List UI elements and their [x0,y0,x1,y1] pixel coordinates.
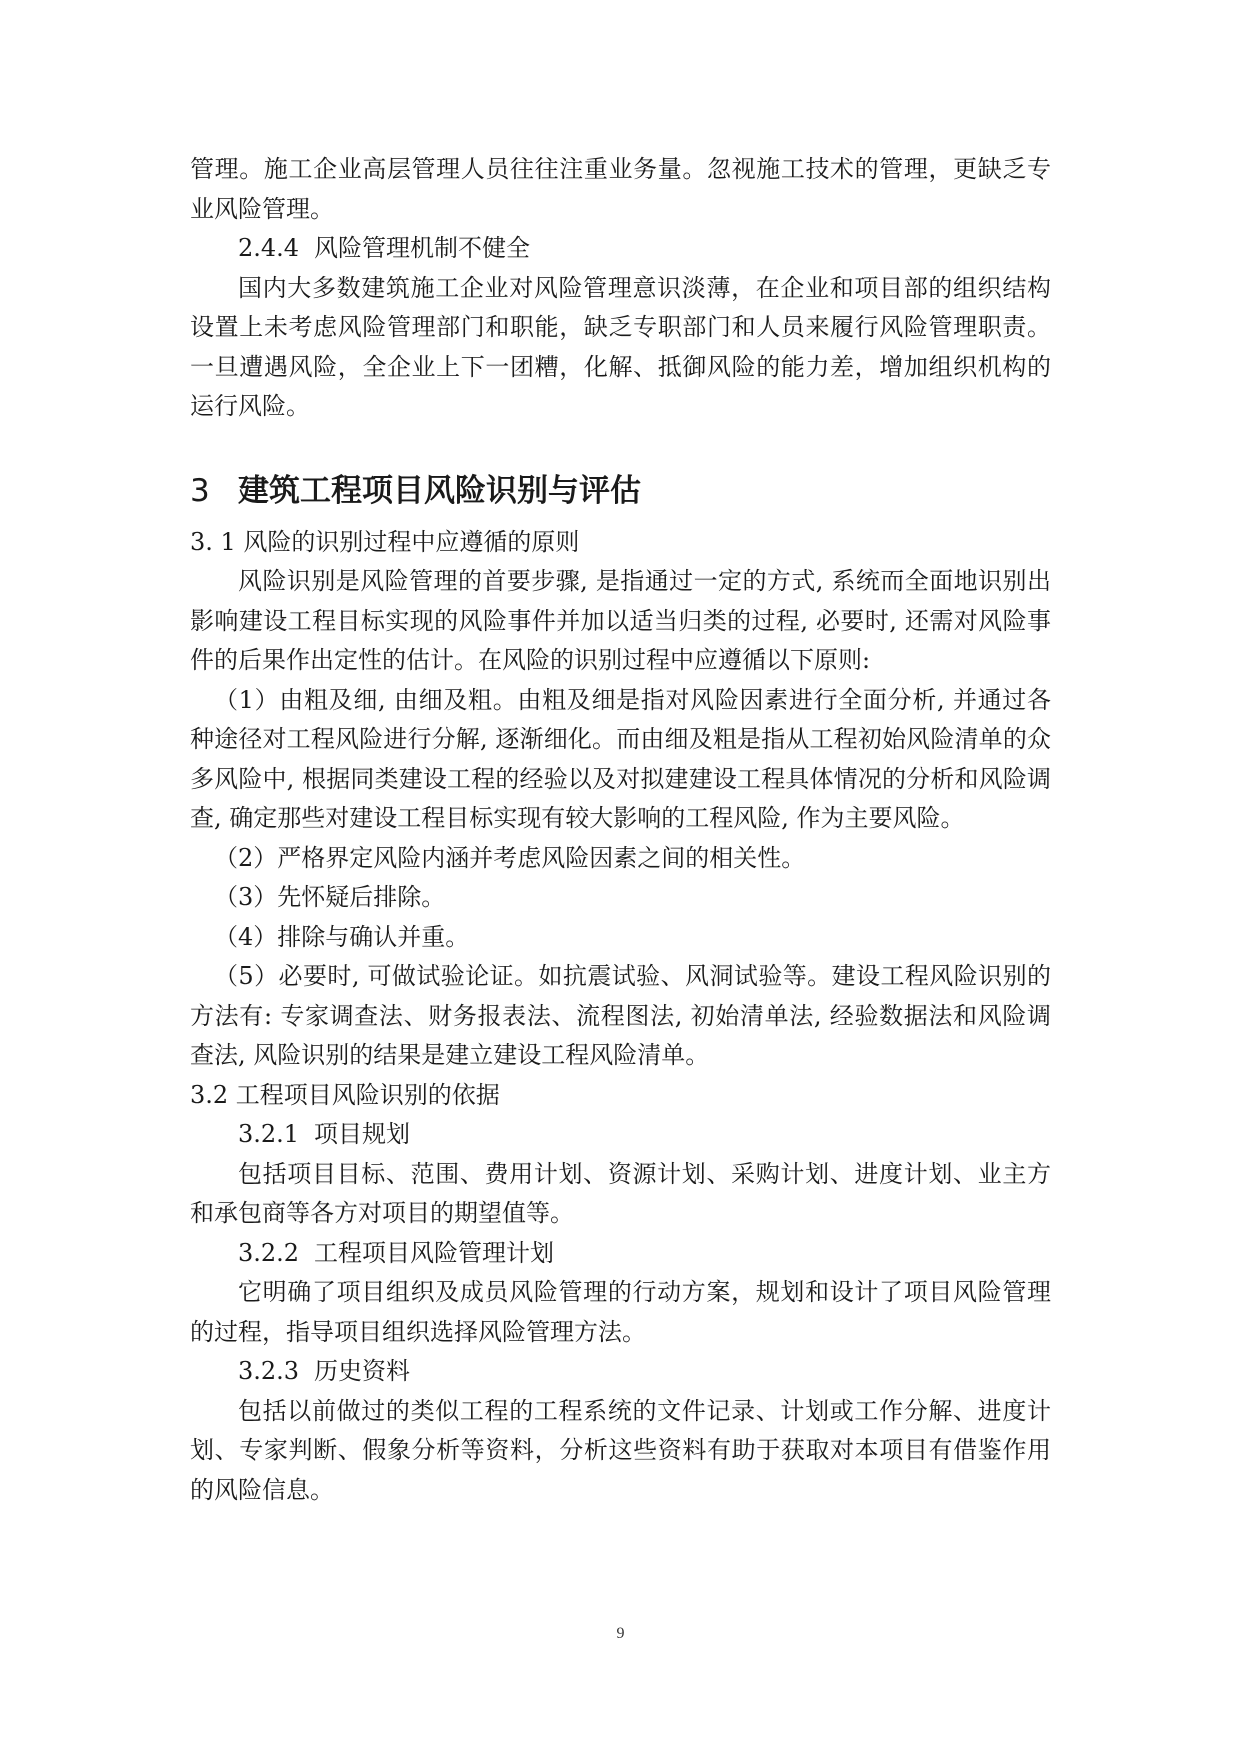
section-2-4-4-heading [190,229,1051,269]
list-item-2: （2）严格界定风险内涵并考虑风险因素之间的相关性。 [214,843,806,872]
section-3-2-1-heading [190,1115,1051,1155]
paragraph-3-2-1: 包括项目目标、范围、费用计划、资源计划、采购计划、进度计划、业主方和承包商等各方对项目的期望值等。 [190,1159,1051,1227]
list-item-4: （4）排除与确认并重。 [214,922,470,951]
paragraph-2-4-4: 国内大多数建筑施工企业对风险管理意识淡薄，在企业和项目部的组织结构设置上未考虑风险管理部门和职能，缺乏专职部门和人员来履行风险管理职责。一旦遭遇风险，全企业上下一团糟，化解、抵御风险的能力差，增加组织机构的运行风险。 [190,273,1051,420]
section-number: 3.2.1 [238,1120,300,1148]
paragraph-3-2-3: 包括以前做过的类似工程的工程系统的文件记录、计划或工作分解、进度计划、专家判断、假象分析等资料，分析这些资料有助于获取对本项目有借鉴作用的风险信息。 [190,1396,1051,1504]
section-number: 3.2.2 [238,1238,300,1267]
section-3-2-heading: 3.2 工程项目风险识别的依据 [190,1080,500,1109]
page-number: 9 [616,1625,625,1642]
section-title: 风险管理机制不健全 [314,234,530,262]
section-title: 工程项目风险管理计划 [314,1238,554,1267]
paragraph-top: 管理。施工企业高层管理人员往往注重业务量。忽视施工技术的管理，更缺乏专业风险管理。 [190,155,1051,223]
section-3-2-2-heading [190,1234,1051,1274]
section-title: 历史资料 [314,1357,410,1385]
list-item-5: （5）必要时, 可做试验论证。如抗震试验、风洞试验等。建设工程风险识别的方法有: 专家调查法、财务报表法、流程图法, 初始清单法, 经验数据法和风险调查法, 风险识别的结果是建立建设工程风险清单。 [190,962,1051,1069]
list-item-1: （1）由粗及细, 由细及粗。由粗及细是指对风险因素进行全面分析, 并通过各种途径对工程风险进行分解, 逐渐细化。而由细及粗是指从工程初始风险清单的众多风险中, 根据同类建设工程的经验以及对拟建建设工程具体情况的分析和风险调查, 确定那些对建设工程目标实现有较大影响的工程风险, 作为主要风险。 [190,685,1051,832]
section-number: 2.4.4 [238,234,300,262]
paragraph-3-1: 风险识别是风险管理的首要步骤, 是指通过一定的方式, 系统而全面地识别出影响建设工程目标实现的风险事件并加以适当归类的过程, 必要时, 还需对风险事件的后果作出定性的估计。在风险的识别过程中应遵循以下原则: [190,567,1051,674]
paragraph-3-2-2: 它明确了项目组织及成员风险管理的行动方案，规划和设计了项目风险管理的过程，指导项目组织选择风险管理方法。 [190,1278,1051,1346]
list-item-3: （3）先怀疑后排除。 [214,883,446,911]
page-content [190,150,1051,1510]
section-3-2-3-heading [190,1352,1051,1392]
chapter-number: 3 [190,472,210,509]
section-number: 3.2.3 [238,1357,300,1385]
chapter-title: 建筑工程项目风险识别与评估 [238,472,641,509]
chapter-heading [190,471,1051,511]
section-3-1-heading: 3. 1 风险的识别过程中应遵循的原则 [190,527,580,556]
section-title: 项目规划 [314,1120,410,1148]
